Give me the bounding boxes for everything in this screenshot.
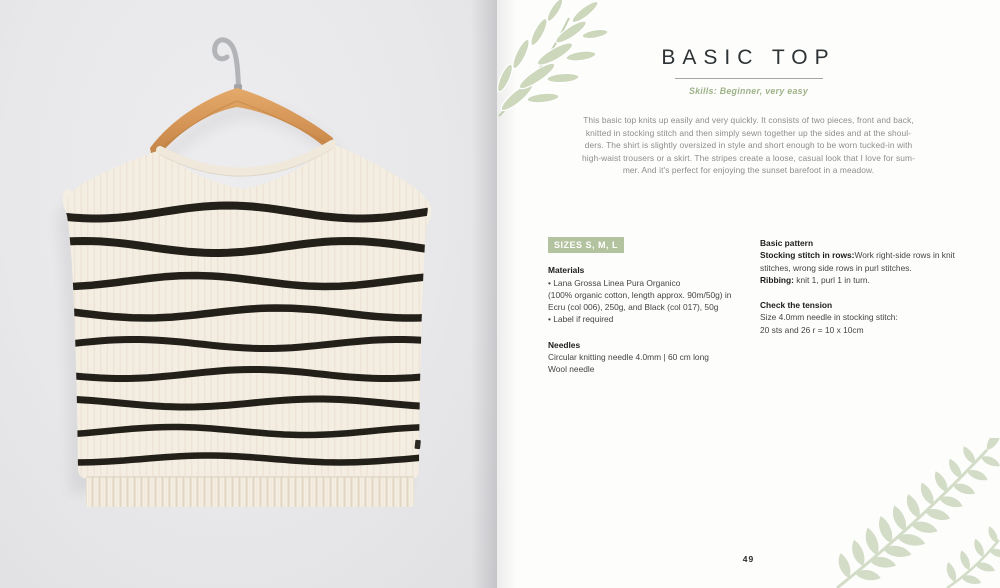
hanger-hook	[215, 40, 242, 96]
page-header	[497, 46, 1000, 96]
ribbing-label: Ribbing:	[760, 274, 794, 285]
sizes-badge: SIZES S, M, L	[548, 237, 624, 253]
materials-line: (100% organic cotton, length approx. 90m/50g) in	[548, 289, 732, 300]
gutter-shadow-left	[471, 0, 497, 588]
pattern-page	[497, 0, 1000, 588]
needles-heading: Needles	[548, 339, 581, 350]
materials-line: Ecru (col 006), 250g, and Black (col 017), 50g	[548, 302, 719, 313]
ribbing-line	[760, 274, 960, 286]
intro-line: high-waist trousers or a skirt. The stripes create a loose, casual look that I love for sum-	[581, 152, 915, 163]
sizes-row	[548, 237, 748, 253]
tension-line: 20 sts and 26 r = 10 x 10cm	[760, 324, 864, 335]
left-column	[548, 237, 748, 389]
materials-heading: Materials	[548, 265, 585, 276]
materials-line: • Lana Grossa Linea Pura Organico	[548, 277, 681, 288]
sweater	[60, 135, 440, 507]
intro-line: ders. The shirt is slightly oversized in style and short enough to be worn tucked-in with	[584, 140, 913, 151]
needles-section	[548, 339, 748, 376]
materials-section	[548, 264, 748, 325]
ribbing-text: knit 1, purl 1 in turn.	[793, 274, 870, 285]
side-tag	[414, 440, 420, 450]
intro-line: knitted in stocking stitch and then simply sewn together up the sides and at the shoul-	[585, 127, 912, 138]
page-title: BASIC TOP	[661, 46, 836, 69]
fern-decoration	[835, 438, 1000, 588]
ribbed-hem	[86, 476, 414, 507]
needles-line: Circular knitting needle 4.0mm | 60 cm long	[548, 352, 709, 363]
stocking-stitch-label: Stocking stitch in rows:	[760, 250, 855, 261]
tension-heading: Check the tension	[760, 300, 833, 311]
title-underline	[675, 78, 823, 79]
stocking-stitch-line	[760, 249, 960, 274]
materials-line: • Label if required	[548, 314, 614, 325]
tension-section	[760, 299, 960, 336]
intro-line: mer. And it's perfect for enjoying the sunset barefoot in a meadow.	[622, 165, 875, 176]
photo-page	[0, 0, 497, 588]
tension-line: Size 4.0mm needle in stocking stitch:	[760, 312, 898, 323]
intro-line: This basic top knits up easily and very quickly. It consists of two pieces, front and back,	[583, 115, 914, 125]
stocking-stitch-text: Work right-side rows in knit stitches, wrong side rows in purl stitches.	[760, 250, 955, 273]
right-column	[760, 237, 960, 349]
intro-paragraph	[563, 114, 935, 177]
sweater-photo	[0, 0, 497, 588]
skills-subtitle: Skills: Beginner, very easy	[688, 86, 809, 96]
basic-pattern-heading: Basic pattern	[760, 238, 814, 248]
basic-pattern-section	[760, 237, 960, 286]
page-number: 49	[742, 554, 755, 564]
needles-line: Wool needle	[548, 364, 595, 375]
